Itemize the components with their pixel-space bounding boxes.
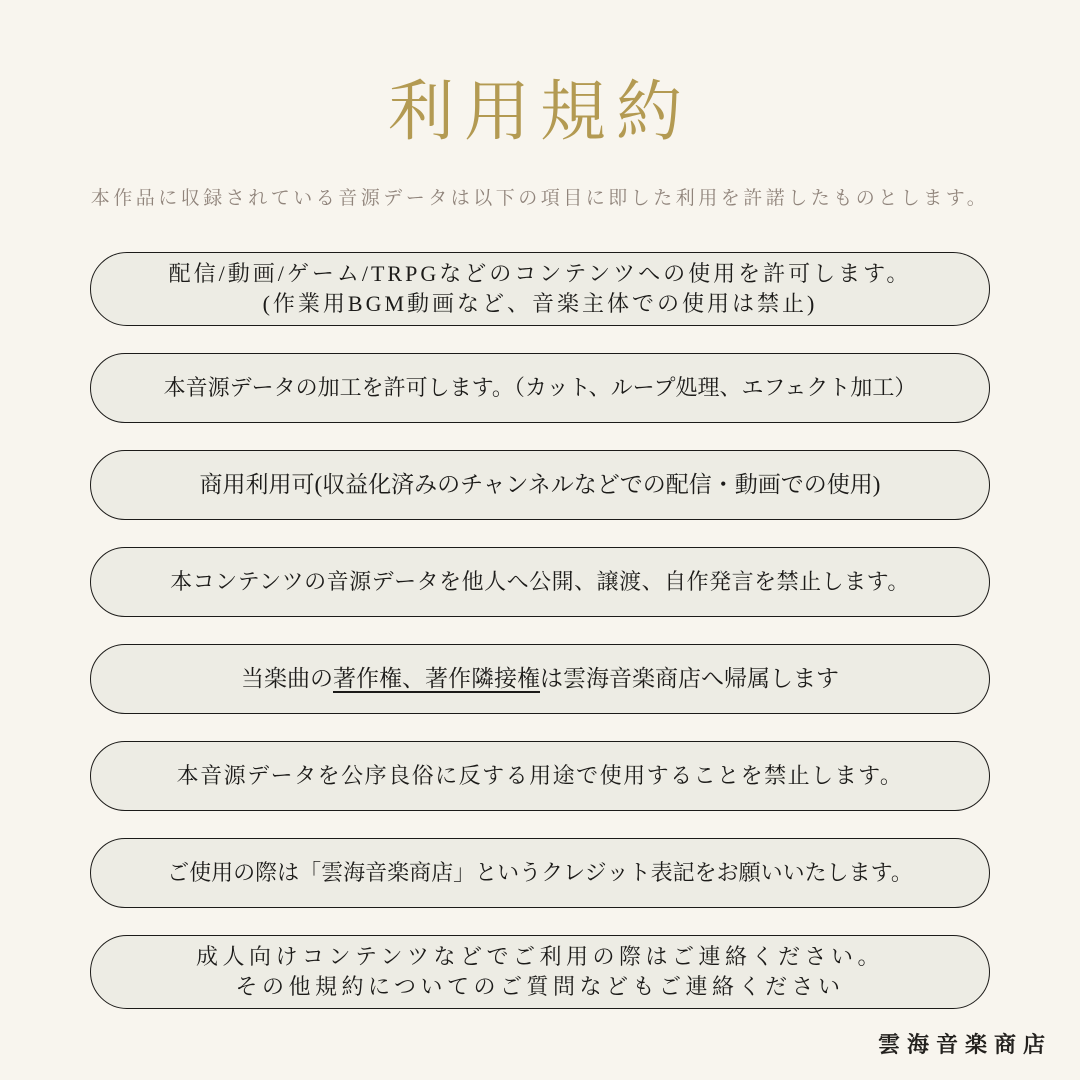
term-line: その他規約についてのご質問などもご連絡ください [235,974,845,999]
term-box-editing-allowed [90,353,990,423]
term-line: 本コンテンツの音源データを他人へ公開、譲渡、自作発言を禁止します。 [170,569,910,594]
term-line: 本音源データの加工を許可します。（カット、ループ処理、エフェクト加工） [163,375,917,400]
term-line: 本音源データを公序良俗に反する用途で使用することを禁止します。 [176,763,904,788]
term-line: 商用利用可(収益化済みのチャンネルなどでの配信・動画での使用) [199,472,881,497]
term-box-public-order [90,741,990,811]
copyright-prefix: 当楽曲の [241,666,333,691]
page-title: 利用規約 [388,76,692,149]
term-box-commercial-use [90,450,990,520]
term-line: ご使用の際は「雲海音楽商店」というクレジット表記をお願いいたします。 [167,860,913,885]
copyright-underlined-text: 著作権、著作隣接権 [333,666,540,691]
term-box-contact [90,935,990,1009]
term-line: (作業用BGM動画など、音楽主体での使用は禁止) [262,291,818,316]
term-box-redistribution-prohibited [90,547,990,617]
copyright-suffix: は雲海音楽商店へ帰属します [540,666,839,691]
term-box-copyright [90,644,990,714]
term-line: 成人向けコンテンツなどでご利用の際はご連絡ください。 [196,944,884,969]
page-subtitle: 本作品に収録されている音源データは以下の項目に即した利用を許諾したものとします。 [90,188,990,209]
term-box-credit-notation [90,838,990,908]
terms-list [90,252,990,1009]
brand-name: 雲海音楽商店 [877,1032,1052,1057]
term-box-content-usage [90,252,990,326]
term-line [241,664,839,694]
term-line: 配信/動画/ゲーム/TRPGなどのコンテンツへの使用を許可します。 [168,261,912,286]
